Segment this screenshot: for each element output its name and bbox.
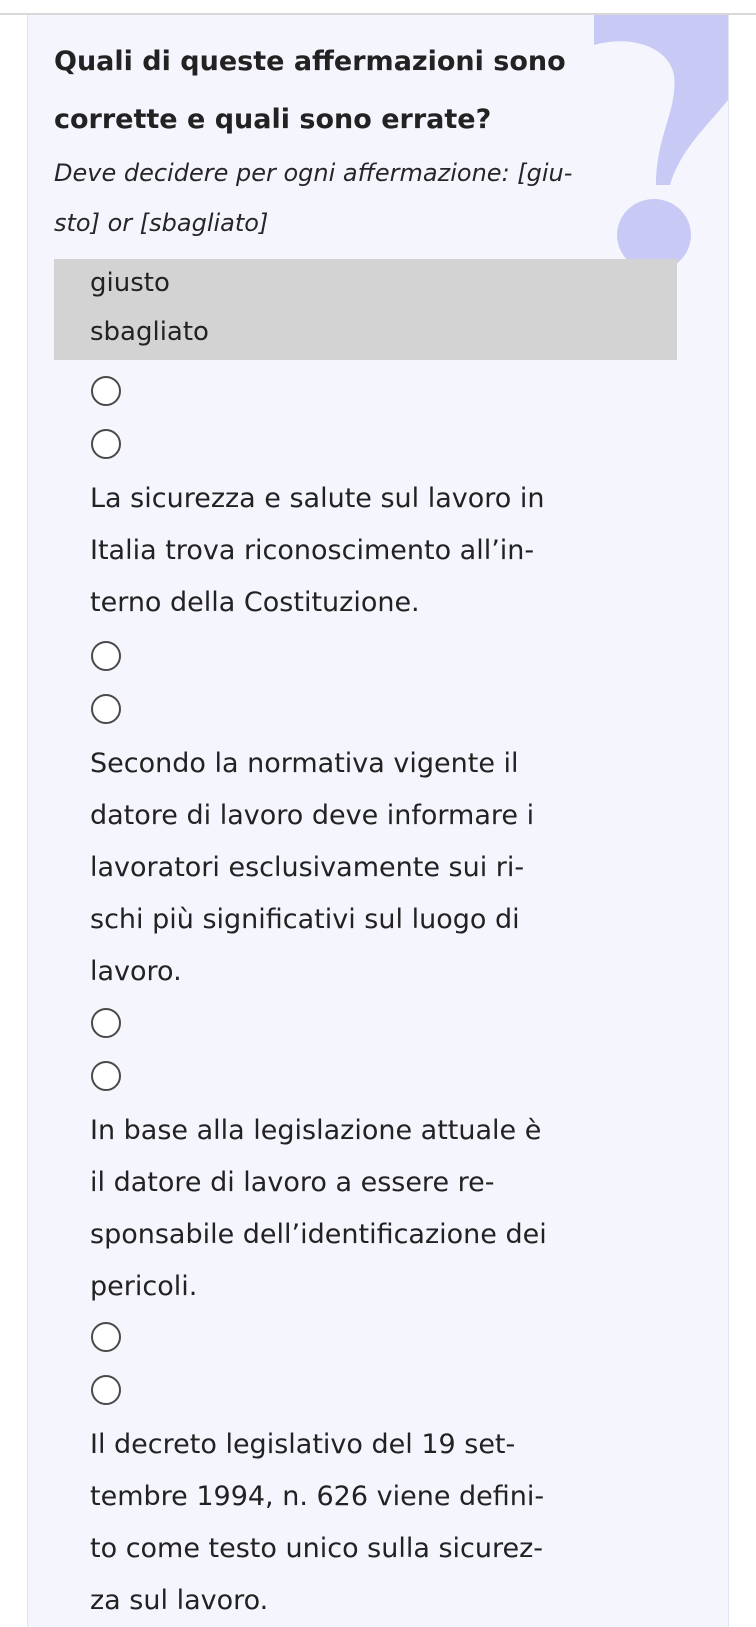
statement-3-giusto-radio[interactable] <box>91 1008 121 1038</box>
statement-3-sbagliato-radio[interactable] <box>91 1061 121 1091</box>
statement-3-text <box>90 1105 690 1313</box>
statement-line: terno della Costituzione. <box>90 587 420 618</box>
instruction-line: Deve decidere per ogni affermazione: [giu- <box>54 159 573 187</box>
statement-line: za sul lavoro. <box>90 1585 269 1616</box>
statement-4-text <box>90 1419 690 1627</box>
statement-line: In base alla legislazione attuale è <box>90 1115 542 1146</box>
instruction-line: sto] or [sbagliato] <box>54 209 269 237</box>
statement-line: lavoro. <box>90 956 182 987</box>
question-title-line: Quali di queste affermazioni sono <box>54 46 566 77</box>
statement-line: datore di lavoro deve informare i <box>90 800 535 831</box>
answer-options-legend <box>54 259 677 360</box>
option-label-sbagliato: sbagliato <box>90 317 209 347</box>
statement-1-text <box>90 473 690 629</box>
statement-line: to come testo unico sulla sicurez- <box>90 1533 544 1564</box>
question-title-line: corrette e quali sono errate? <box>54 104 492 135</box>
statement-line: lavoratori esclusivamente sui ri- <box>90 852 525 883</box>
statement-2-giusto-radio[interactable] <box>91 641 121 671</box>
question-card <box>27 15 729 1627</box>
statement-4-sbagliato-radio[interactable] <box>91 1375 121 1405</box>
question-instruction <box>54 148 674 248</box>
statement-line: La sicurezza e salute sul lavoro in <box>90 483 545 514</box>
statement-1-giusto-radio[interactable] <box>91 376 121 406</box>
statement-line: Il decreto legislativo del 19 set- <box>90 1429 516 1460</box>
question-title <box>54 33 674 149</box>
statement-line: pericoli. <box>90 1271 198 1302</box>
statement-line: sponsabile dell’identificazione dei <box>90 1219 547 1250</box>
option-label-giusto: giusto <box>90 268 170 298</box>
statement-1-sbagliato-radio[interactable] <box>91 429 121 459</box>
statement-line: il datore di lavoro a essere re- <box>90 1167 495 1198</box>
statement-line: Italia trova riconoscimento all’in- <box>90 535 535 566</box>
statement-2-sbagliato-radio[interactable] <box>91 694 121 724</box>
statement-line: Secondo la normativa vigente il <box>90 748 519 779</box>
statement-2-text <box>90 738 690 998</box>
statement-4-giusto-radio[interactable] <box>91 1322 121 1352</box>
statement-line: schi più significativi sul luogo di <box>90 904 520 935</box>
statement-line: tembre 1994, n. 626 viene defini- <box>90 1481 545 1512</box>
